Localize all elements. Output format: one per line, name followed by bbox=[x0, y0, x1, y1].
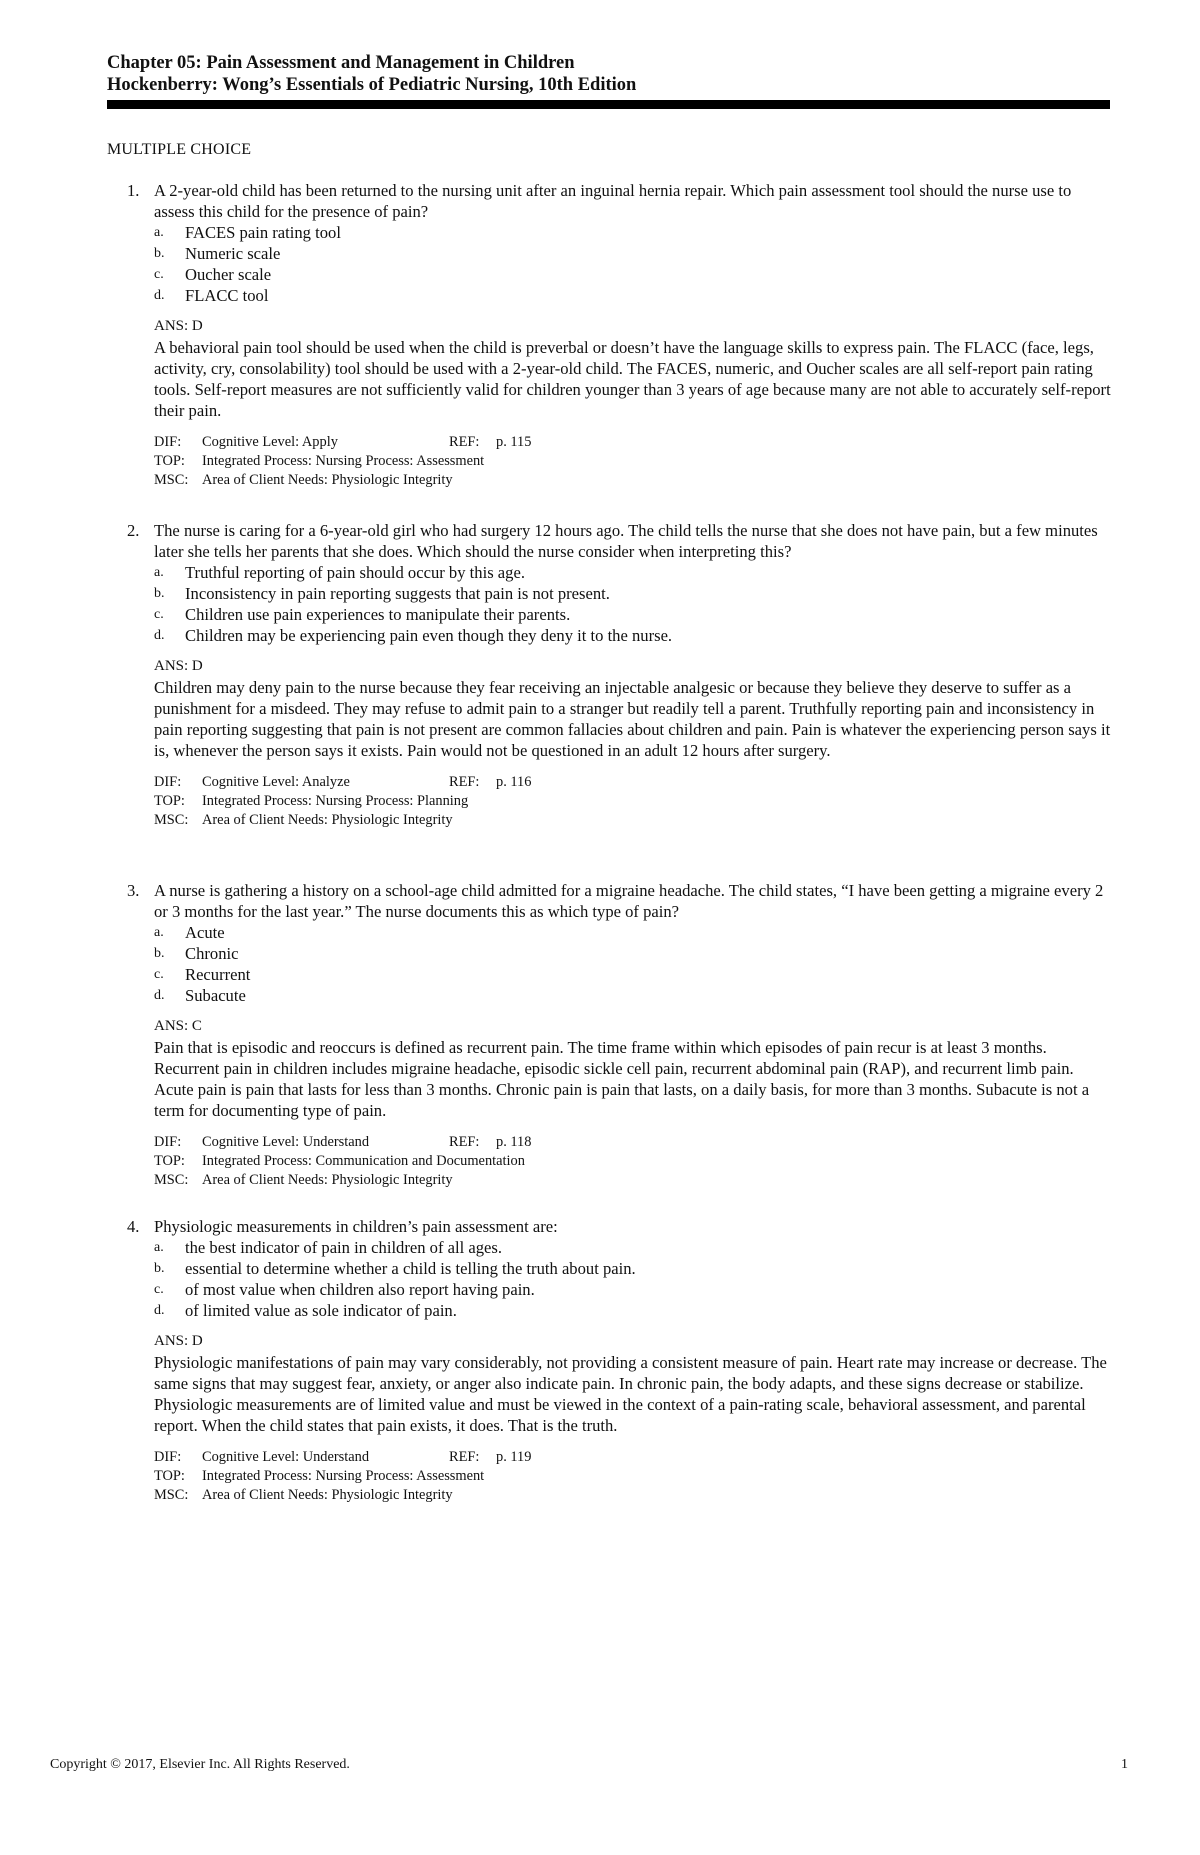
choice-text: FACES pain rating tool bbox=[185, 223, 341, 242]
question-stem: A 2-year-old child has been returned to the nursing unit after an inguinal hernia repair. Which pain assessment tool should the nurse use to assess this child for the presence of pain? bbox=[154, 181, 1072, 221]
choice-text: Chronic bbox=[185, 944, 239, 963]
choice-c bbox=[154, 264, 1112, 285]
rationale: Pain that is episodic and reoccurs is defined as recurrent pain. The time frame within which episodes of pain recur is at least 3 months. Recurrent pain in children includes migraine headache, episodic sickle cell pain, recurrent abdominal pain (RAP), and recurrent limb pain. Acute pain is pain that lasts for less than 3 months. Chronic pain is pain that lasts, on a daily basis, for more than 3 months. Subacute is not a term for documenting type of pain. bbox=[154, 1038, 1090, 1120]
question-1 bbox=[127, 180, 1112, 489]
answer-key: ANS: C bbox=[154, 1018, 202, 1034]
choice-text: FLACC tool bbox=[185, 286, 269, 305]
choice-letter: d. bbox=[154, 288, 165, 303]
choice-letter: a. bbox=[154, 225, 164, 240]
question-metadata bbox=[154, 1448, 1112, 1504]
choice-letter: b. bbox=[154, 586, 165, 601]
dif-label: DIF: bbox=[154, 774, 182, 790]
msc-label: MSC: bbox=[154, 1171, 189, 1188]
dif-label: DIF: bbox=[154, 1449, 182, 1465]
header-rule bbox=[107, 100, 1110, 109]
top-label: TOP: bbox=[154, 1467, 185, 1484]
choice-c bbox=[154, 1279, 1112, 1300]
question-metadata bbox=[154, 433, 1112, 489]
ref-label: REF: bbox=[449, 1134, 480, 1150]
choice-letter: c. bbox=[154, 607, 164, 622]
page-header bbox=[107, 52, 1107, 96]
answer-key: ANS: D bbox=[154, 658, 203, 674]
difficulty: Cognitive Level: Analyze bbox=[202, 774, 350, 790]
reference-page: p. 116 bbox=[496, 774, 532, 790]
choice-letter: c. bbox=[154, 967, 164, 982]
choice-letter: d. bbox=[154, 628, 165, 643]
choice-text: Inconsistency in pain reporting suggests that pain is not present. bbox=[185, 584, 610, 603]
reference-page: p. 115 bbox=[496, 434, 532, 450]
choice-text: Children may be experiencing pain even though they deny it to the nurse. bbox=[185, 626, 673, 645]
dif-label: DIF: bbox=[154, 434, 182, 450]
rationale: A behavioral pain tool should be used when the child is preverbal or doesn’t have the language skills to express pain. The FLACC (face, legs, activity, cry, consolability) tool should be used with a 2-year-old child. The FACES, numeric, and Oucher scales are all self-report pain rating tools. Self-report measures are not sufficiently valid for children younger than 3 years of age because many are not able to accurately self-report their pain. bbox=[154, 338, 1111, 420]
client-needs: Area of Client Needs: Physiologic Integrity bbox=[202, 1486, 453, 1503]
choice-letter: b. bbox=[154, 946, 165, 961]
top-label: TOP: bbox=[154, 1152, 185, 1169]
choice-letter: b. bbox=[154, 246, 165, 261]
ref-label: REF: bbox=[449, 774, 480, 790]
dif-label: DIF: bbox=[154, 1134, 182, 1150]
choice-text: Acute bbox=[185, 923, 225, 942]
client-needs: Area of Client Needs: Physiologic Integrity bbox=[202, 811, 453, 828]
top-label: TOP: bbox=[154, 452, 185, 469]
msc-label: MSC: bbox=[154, 811, 189, 828]
difficulty: Cognitive Level: Apply bbox=[202, 434, 338, 450]
answer-choices bbox=[154, 922, 1112, 1006]
topic: Integrated Process: Nursing Process: Planning bbox=[202, 792, 469, 809]
choice-text: Children use pain experiences to manipulate their parents. bbox=[185, 605, 571, 624]
reference-page: p. 119 bbox=[496, 1449, 532, 1465]
question-4 bbox=[127, 1216, 1112, 1504]
choice-letter: a. bbox=[154, 1240, 164, 1255]
choice-a bbox=[154, 922, 1112, 943]
choice-b bbox=[154, 1258, 1112, 1279]
choice-letter: d. bbox=[154, 1303, 165, 1318]
answer-choices bbox=[154, 222, 1112, 306]
section-heading: MULTIPLE CHOICE bbox=[107, 141, 252, 158]
choice-letter: c. bbox=[154, 1282, 164, 1297]
choice-b bbox=[154, 583, 1112, 604]
question-number: 1. bbox=[127, 181, 140, 200]
difficulty: Cognitive Level: Understand bbox=[202, 1134, 370, 1150]
page-number: 1 bbox=[1121, 1757, 1128, 1772]
choice-a bbox=[154, 222, 1112, 243]
choice-text: of most value when children also report having pain. bbox=[185, 1280, 535, 1299]
choice-text: Oucher scale bbox=[185, 265, 272, 284]
choice-letter: b. bbox=[154, 1261, 165, 1276]
choice-d bbox=[154, 285, 1112, 306]
reference-page: p. 118 bbox=[496, 1134, 532, 1150]
msc-label: MSC: bbox=[154, 1486, 189, 1503]
choice-d bbox=[154, 1300, 1112, 1321]
choice-letter: c. bbox=[154, 267, 164, 282]
question-metadata bbox=[154, 1133, 1112, 1189]
choice-text: Recurrent bbox=[185, 965, 251, 984]
choice-letter: d. bbox=[154, 988, 165, 1003]
choice-d bbox=[154, 625, 1112, 646]
choice-b bbox=[154, 943, 1112, 964]
book-title: Hockenberry: Wong’s Essentials of Pediatric Nursing, 10th Edition bbox=[107, 75, 637, 95]
copyright-notice: Copyright © 2017, Elsevier Inc. All Rights Reserved. bbox=[50, 1757, 350, 1772]
choice-a bbox=[154, 562, 1112, 583]
top-label: TOP: bbox=[154, 792, 185, 809]
choice-letter: a. bbox=[154, 565, 164, 580]
choice-text: the best indicator of pain in children of all ages. bbox=[185, 1238, 503, 1257]
choice-letter: a. bbox=[154, 925, 164, 940]
question-metadata bbox=[154, 773, 1112, 829]
ref-label: REF: bbox=[449, 434, 480, 450]
answer-choices bbox=[154, 562, 1112, 646]
question-number: 3. bbox=[127, 881, 140, 900]
page-footer bbox=[50, 1757, 1128, 1773]
question-number: 4. bbox=[127, 1217, 140, 1236]
chapter-title: Chapter 05: Pain Assessment and Management in Children bbox=[107, 53, 575, 73]
choice-c bbox=[154, 604, 1112, 625]
choice-b bbox=[154, 243, 1112, 264]
question-3 bbox=[127, 880, 1112, 1189]
topic: Integrated Process: Nursing Process: Assessment bbox=[202, 452, 485, 469]
choice-c bbox=[154, 964, 1112, 985]
topic: Integrated Process: Nursing Process: Assessment bbox=[202, 1467, 485, 1484]
difficulty: Cognitive Level: Understand bbox=[202, 1449, 370, 1465]
choice-text: Truthful reporting of pain should occur by this age. bbox=[185, 563, 525, 582]
rationale: Physiologic manifestations of pain may vary considerably, not providing a consistent measure of pain. Heart rate may increase or decrease. The same signs that may suggest fear, anxiety, or anger also indicate pain. In chronic pain, the body adapts, and these signs decrease or stabilize. Physiologic measurements are of limited value and must be viewed in the context of a pain-rating scale, behavioral assessment, and parental report. When the child states that pain exists, it does. That is the truth. bbox=[154, 1353, 1107, 1435]
rationale: Children may deny pain to the nurse because they fear receiving an injectable analgesic or because they believe they deserve to suffer as a punishment for a misdeed. They may refuse to admit pain to a stranger but readily tell a parent. Truthfully reporting pain and inconsistency in pain reporting suggesting that pain is not present are common fallacies about children and pain. Pain is whatever the experiencing person says it is, whenever the person says it exists. Pain would not be questioned in an adult 12 hours after surgery. bbox=[154, 678, 1111, 760]
question-stem: A nurse is gathering a history on a school-age child admitted for a migraine headache. The child states, “I have been getting a migraine every 2 or 3 months for the last year.” The nurse documents this as which type of pain? bbox=[154, 881, 1104, 921]
answer-key: ANS: D bbox=[154, 1333, 203, 1349]
answer-key: ANS: D bbox=[154, 318, 203, 334]
choice-text: essential to determine whether a child is telling the truth about pain. bbox=[185, 1259, 636, 1278]
msc-label: MSC: bbox=[154, 471, 189, 488]
answer-choices bbox=[154, 1237, 1112, 1321]
choice-text: of limited value as sole indicator of pain. bbox=[185, 1301, 457, 1320]
client-needs: Area of Client Needs: Physiologic Integrity bbox=[202, 471, 453, 488]
client-needs: Area of Client Needs: Physiologic Integrity bbox=[202, 1171, 453, 1188]
choice-d bbox=[154, 985, 1112, 1006]
topic: Integrated Process: Communication and Documentation bbox=[202, 1152, 525, 1169]
choice-text: Numeric scale bbox=[185, 244, 281, 263]
question-2 bbox=[127, 520, 1112, 829]
question-number: 2. bbox=[127, 521, 140, 540]
question-stem: Physiologic measurements in children’s pain assessment are: bbox=[154, 1217, 558, 1236]
choice-text: Subacute bbox=[185, 986, 246, 1005]
ref-label: REF: bbox=[449, 1449, 480, 1465]
choice-a bbox=[154, 1237, 1112, 1258]
question-stem: The nurse is caring for a 6-year-old girl who had surgery 12 hours ago. The child tells the nurse that she does not have pain, but a few minutes later she tells her parents that she does. Which should the nurse consider when interpreting this? bbox=[154, 521, 1098, 561]
